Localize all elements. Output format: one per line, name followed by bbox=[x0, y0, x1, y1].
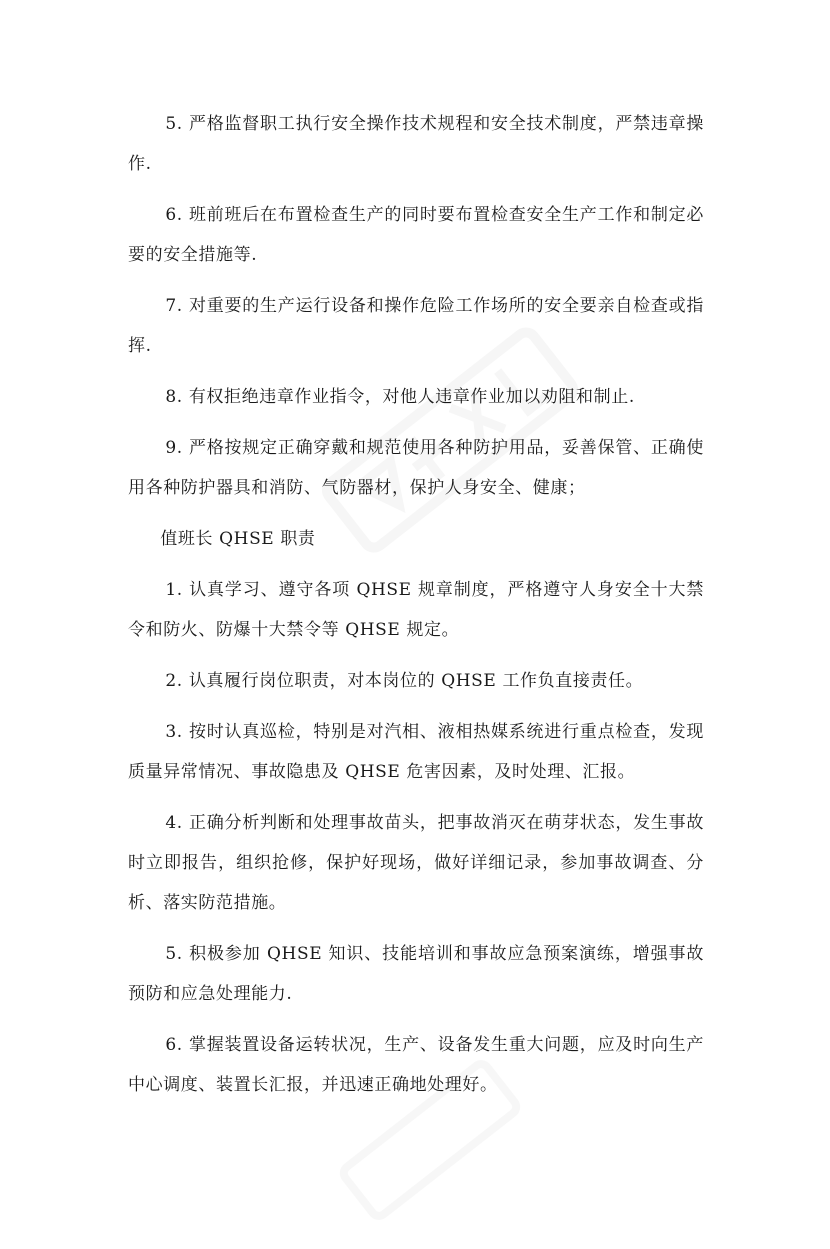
paragraph-item: 7. 对重要的生产运行设备和操作危险工作场所的安全要亲自检查或指挥. bbox=[128, 296, 704, 356]
section-paragraph-item: 2. 认真履行岗位职责，对本岗位的 QHSE 工作负直接责任。 bbox=[165, 671, 644, 691]
section-paragraph-item: 5. 积极参加 QHSE 知识、技能培训和事故应急预案演练，增强事故预防和应急处理能力. bbox=[128, 944, 704, 1004]
paragraph-item: 9. 严格按规定正确穿戴和规范使用各种防护用品，妥善保管、正确使用各种防护器具和消防、气防器材，保护人身安全、健康； bbox=[128, 438, 704, 498]
section-paragraph-item: 1. 认真学习、遵守各项 QHSE 规章制度，严格遵守人身安全十大禁令和防火、防爆十大禁令等 QHSE 规定。 bbox=[128, 580, 704, 640]
paragraph-item: 8. 有权拒绝违章作业指令，对他人违章作业加以劝阻和制止. bbox=[165, 387, 635, 407]
paragraph-item: 5. 严格监督职工执行安全操作技术规程和安全技术制度，严禁违章操作. bbox=[128, 114, 704, 174]
section-title: 值班长 QHSE 职责 bbox=[160, 529, 316, 549]
section-paragraph-item: 4. 正确分析判断和处理事故苗头，把事故消灭在萌芽状态，发生事故时立即报告，组织抢修，保护好现场，做好详细记录，参加事故调查、分析、落实防范措施。 bbox=[128, 813, 704, 913]
section-paragraph-item: 3. 按时认真巡检，特别是对汽相、液相热媒系统进行重点检查，发现质量异常情况、事故隐患及 QHSE 危害因素，及时处理、汇报。 bbox=[128, 722, 704, 782]
paragraph-item: 6. 班前班后在布置检查生产的同时要布置检查安全生产工作和制定必要的安全措施等. bbox=[128, 205, 704, 265]
section-paragraph-item: 6. 掌握装置设备运转状况，生产、设备发生重大问题，应及时向生产中心调度、装置长汇报，并迅速正确地处理好。 bbox=[128, 1035, 704, 1095]
document-body bbox=[128, 104, 704, 1116]
